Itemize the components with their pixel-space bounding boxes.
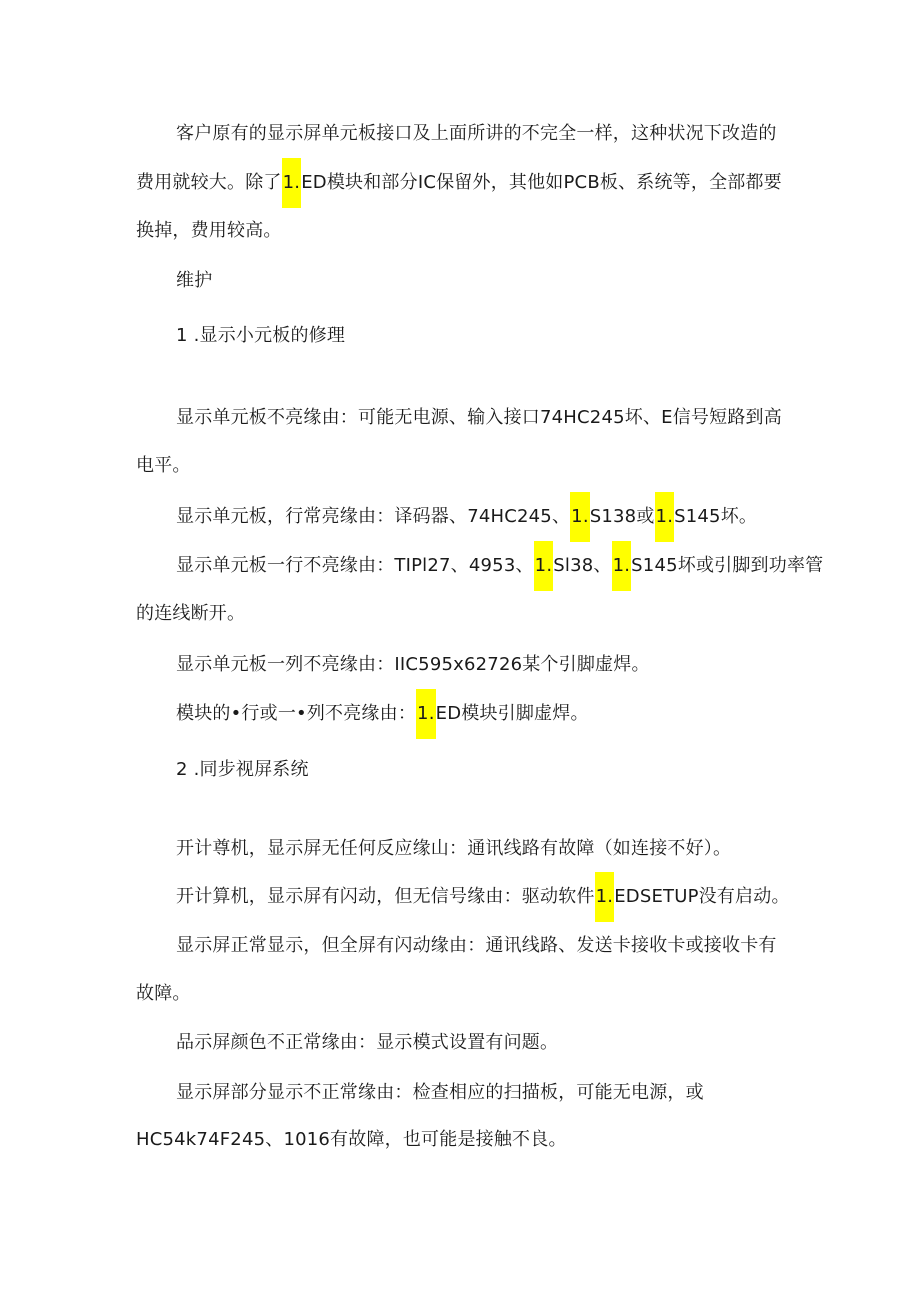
paragraph-6-line-1 [176, 554, 823, 578]
paragraph-12-line-2 [136, 982, 191, 1006]
text-run: 显示单元板，行常亮缘由：译码器、74HC245、 [176, 506, 571, 527]
text-run: S145坏或引脚到功率管 [631, 555, 824, 576]
highlighted-text: 1. [595, 872, 615, 922]
text-run: 的连线断开。 [136, 603, 246, 624]
paragraph-4-line-2 [136, 454, 191, 478]
text-run: 换掉，费用较高。 [136, 220, 282, 241]
text-run: 客户原有的显示屏单元板接口及上面所讲的不完全一样，这种状况下改造的 [176, 123, 777, 144]
text-run: EDSETUP没有启动。 [614, 886, 790, 907]
text-run: ED模块引脚虚焊。 [435, 703, 589, 724]
highlighted-text: 1. [612, 541, 632, 591]
paragraph-8-line-1 [176, 702, 589, 726]
text-run: 显示屏部分显示不正常缘由：检查相应的扫描板，可能无电源，或 [176, 1082, 704, 1103]
highlighted-text: 1. [416, 689, 436, 739]
text-run: 显示单元板不亮缘由：可能无电源、输入接口74HC245坏、E信号短路到高 [176, 407, 782, 428]
paragraph-3-line-1 [176, 324, 345, 348]
text-run: 2 .同步视屏系统 [176, 759, 309, 780]
highlighted-text: 1. [534, 541, 554, 591]
text-run: Sl38、 [553, 555, 612, 576]
paragraph-1-line-1 [176, 122, 777, 146]
text-run: ED模块和部分IC保留外，其他如PCB板、系统等，全部都要 [301, 172, 782, 193]
paragraph-7-line-1 [176, 653, 650, 677]
text-run: S145坏。 [674, 506, 758, 527]
text-run: S138或 [589, 506, 655, 527]
text-run: 开计算机，显示屏有闪动，但无信号缘由：驱动软件 [176, 886, 595, 907]
paragraph-12-line-1 [176, 934, 777, 958]
text-run: 显示单元板一列不亮缘由：IIC595x62726某个引脚虚焊。 [176, 654, 650, 675]
text-run: 显示屏正常显示，但全屏有闪动缘由：通讯线路、发送卡接收卡或接收卡有 [176, 935, 777, 956]
text-run: 电平。 [136, 455, 191, 476]
paragraph-2-line-1 [176, 269, 212, 293]
paragraph-1-line-3 [136, 219, 282, 243]
paragraph-1-line-2 [136, 171, 782, 195]
text-run: 模块的•行或一•列不亮缘由： [176, 703, 417, 724]
paragraph-5-line-1 [176, 505, 757, 529]
paragraph-14-line-1 [176, 1081, 704, 1105]
paragraph-14-line-2 [136, 1128, 567, 1152]
text-run: 故障。 [136, 983, 191, 1004]
paragraph-10-line-1 [176, 837, 731, 861]
text-run: 品示屏颜色不正常缘由：显示模式设置有问题。 [176, 1032, 559, 1053]
text-run: 费用就较大。除了 [136, 172, 282, 193]
paragraph-6-line-2 [136, 602, 245, 626]
text-run: 维护 [176, 270, 213, 291]
paragraph-4-line-1 [176, 406, 782, 430]
paragraph-13-line-1 [176, 1031, 558, 1055]
text-run: HC54k74F245、1016有故障，也可能是接触不良。 [136, 1129, 567, 1150]
highlighted-text: 1. [282, 158, 302, 208]
text-run: 开计尊机，显示屏无任何反应缘山：通讯线路有故障（如连接不好）。 [176, 838, 732, 859]
highlighted-text: 1. [655, 492, 675, 542]
paragraph-11-line-1 [176, 885, 790, 909]
text-run: 1 .显示小元板的修理 [176, 325, 346, 346]
highlighted-text: 1. [570, 492, 590, 542]
paragraph-9-line-1 [176, 758, 309, 782]
text-run: 显示单元板一行不亮缘由：TIPl27、4953、 [176, 555, 534, 576]
